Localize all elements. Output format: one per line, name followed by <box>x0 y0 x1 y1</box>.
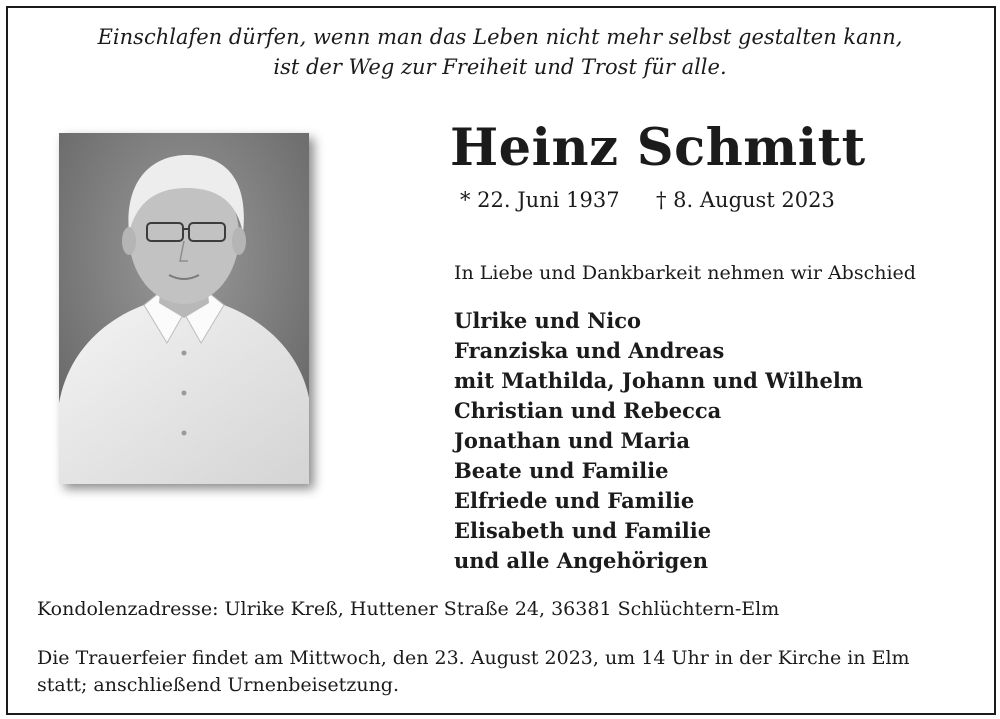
mourner-line: Jonathan und Maria <box>454 428 691 453</box>
mourner-line: Christian und Rebecca <box>454 398 722 423</box>
mourner-line: Beate und Familie <box>454 458 669 483</box>
portrait-photo-image <box>59 133 309 484</box>
mourner-line: Elisabeth und Familie <box>454 518 712 543</box>
mourner-line: mit Mathilda, Johann und Wilhelm <box>454 368 864 393</box>
portrait-photo <box>59 133 309 484</box>
deceased-name: Heinz Schmitt <box>450 118 866 178</box>
mourner-line: Elfriede und Familie <box>454 488 695 513</box>
birth-date: * 22. Juni 1937 <box>460 188 620 212</box>
ceremony-line-2: statt; anschließend Urnenbeisetzung. <box>37 674 400 696</box>
death-date: † 8. August 2023 <box>656 188 835 212</box>
quote-line-1: Einschlafen dürfen, wenn man das Leben nicht mehr selbst gestalten kann, <box>97 25 903 49</box>
mourner-line: und alle Angehörigen <box>454 548 708 573</box>
quote-line-2: ist der Weg zur Freiheit und Trost für alle. <box>273 55 727 79</box>
opening-quote <box>0 22 1000 82</box>
ceremony-notice <box>37 645 910 699</box>
condolence-address: Kondolenzadresse: Ulrike Kreß, Huttener Straße 24, 36381 Schlüchtern-Elm <box>37 598 780 620</box>
mourners-list <box>454 306 863 576</box>
mourner-line: Ulrike und Nico <box>454 308 642 333</box>
mourner-line: Franziska und Andreas <box>454 338 725 363</box>
ceremony-line-1: Die Trauerfeier findet am Mittwoch, den 23. August 2023, um 14 Uhr in der Kirche in Elm <box>37 647 910 669</box>
farewell-intro: In Liebe und Dankbarkeit nehmen wir Abschied <box>454 262 916 284</box>
